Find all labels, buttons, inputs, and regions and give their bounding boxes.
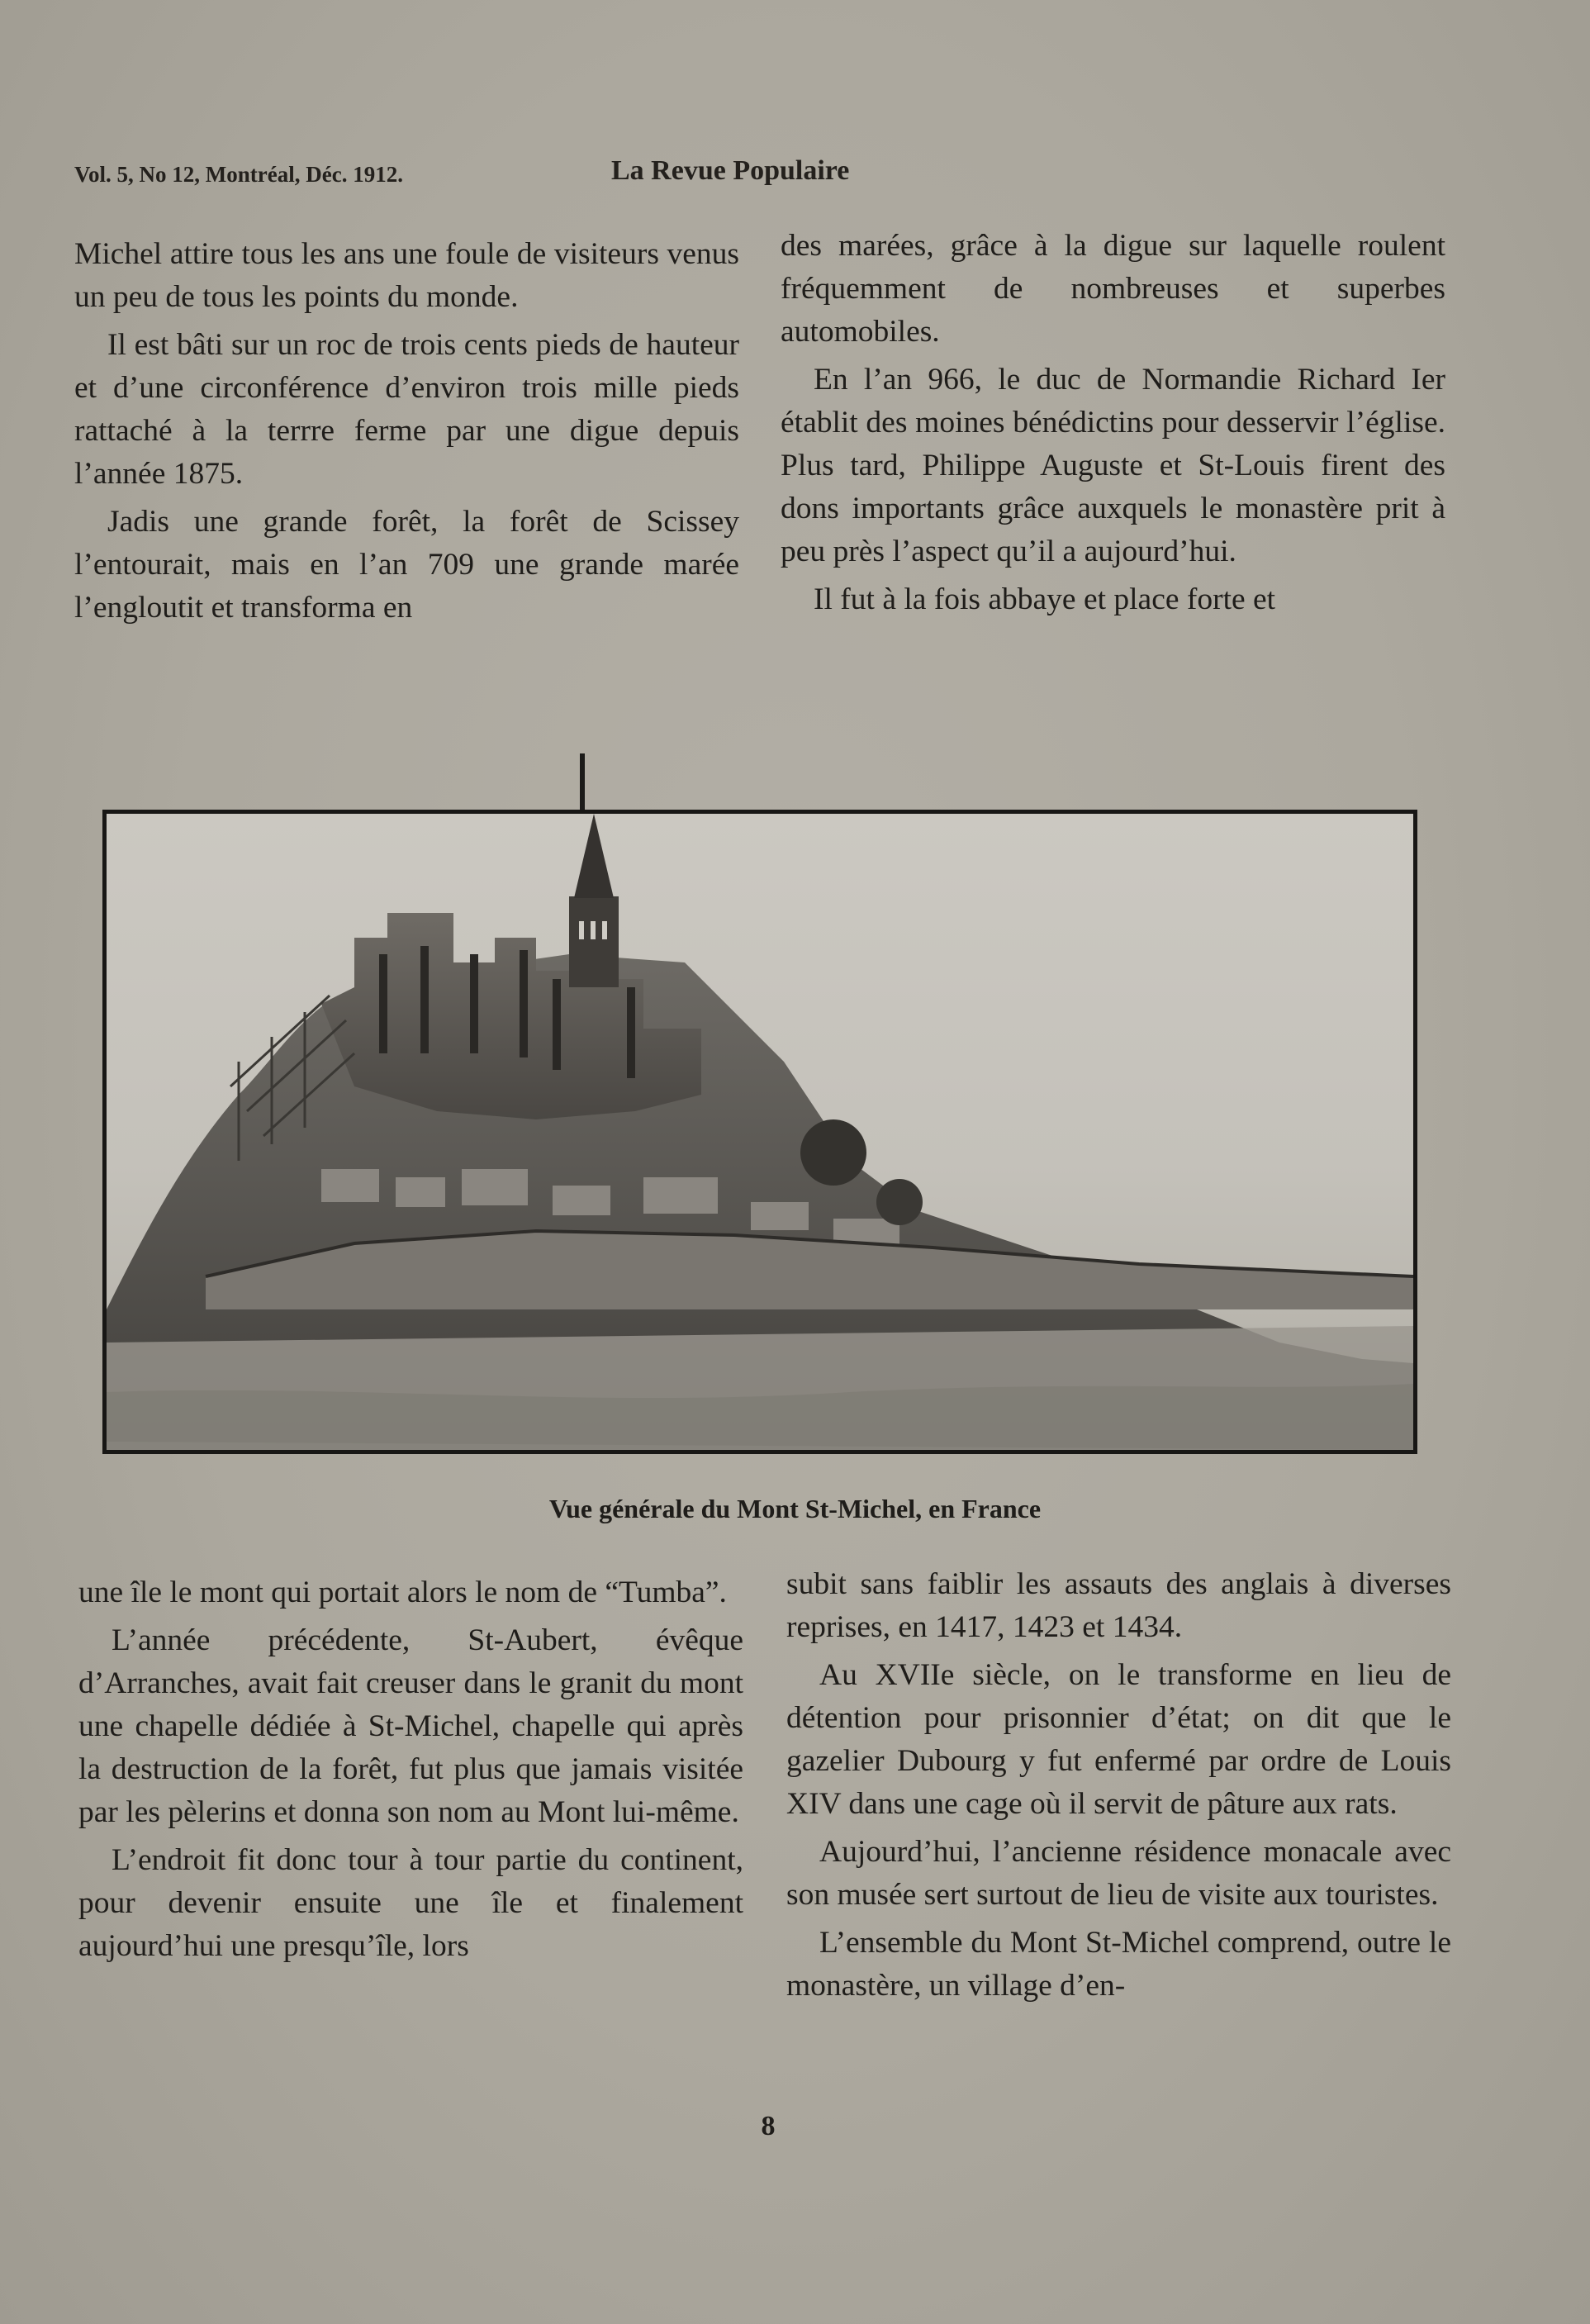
paragraph: Au XVIIe siècle, on le transforme en lieu de détention pour prisonnier d’état; on dit que le gazelier Dubourg y fut enfermé par ordre de Louis XIV dans une cage où il servit de pâture aux rats. bbox=[786, 1658, 1451, 1821]
page-number: 8 bbox=[761, 2111, 776, 2141]
text-column-top-right bbox=[781, 225, 1445, 621]
photo-caption: Vue générale du Mont St-Michel, en France bbox=[548, 1494, 1042, 1523]
paragraph: Michel attire tous les ans une foule de visiteurs venus un peu de tous les points du monde. bbox=[74, 237, 739, 314]
text-column-top-left bbox=[74, 233, 739, 630]
magazine-title: La Revue Populaire bbox=[611, 155, 850, 186]
spire-tip bbox=[580, 753, 585, 813]
paragraph: des marées, grâce à la digue sur laquelle roulent fréquemment de nombreuses et superbes automobiles. bbox=[781, 229, 1445, 349]
issue-line: Vol. 5, No 12, Montréal, Déc. 1912. bbox=[74, 162, 403, 187]
paragraph: une île le mont qui portait alors le nom de “Tumba”. bbox=[78, 1575, 727, 1609]
mont-saint-michel-photo bbox=[102, 810, 1417, 1454]
paragraph: L’année précédente, St-Aubert, évêque d’Arranches, avait fait creuser dans le granit du mont une chapelle dédiée à St-Michel, chapelle qui après la destruction de la forêt, fut plus que jamais visitée par les pèlerins et donna son nom au Mont lui-même. bbox=[78, 1623, 743, 1829]
text-column-bottom-right bbox=[786, 1563, 1451, 2008]
paragraph: L’ensemble du Mont St-Michel comprend, outre le monastère, un village d’en- bbox=[786, 1926, 1451, 2003]
paragraph: Jadis une grande forêt, la forêt de Scissey l’entourait, mais en l’an 709 une grande marée l’engloutit et transforma en bbox=[74, 505, 739, 625]
paragraph: Il est bâti sur un roc de trois cents pieds de hauteur et d’une circonférence d’environ trois mille pieds rattaché à la terrre ferme par une digue depuis l’année 1875. bbox=[74, 328, 739, 491]
paragraph: En l’an 966, le duc de Normandie Richard Ier établit des moines bénédictins pour desservir l’église. Plus tard, Philippe Auguste et St-Louis firent des dons importants grâce auxquels le monastère prit à peu près l’aspect qu’il a aujourd’hui. bbox=[781, 363, 1445, 568]
paragraph: Aujourd’hui, l’ancienne résidence monacale avec son musée sert surtout de lieu de visite aux touristes. bbox=[786, 1835, 1451, 1912]
photo-illustration bbox=[107, 814, 1413, 1450]
running-header bbox=[74, 155, 850, 188]
text-column-bottom-left bbox=[78, 1571, 743, 1968]
paragraph: L’endroit fit donc tour à tour partie du continent, pour devenir ensuite une île et finalement aujourd’hui une presqu’île, lors bbox=[78, 1843, 743, 1963]
paragraph: subit sans faiblir les assauts des anglais à diverses reprises, en 1417, 1423 et 1434. bbox=[786, 1567, 1451, 1644]
paragraph: Il fut à la fois abbaye et place forte et bbox=[814, 582, 1276, 616]
